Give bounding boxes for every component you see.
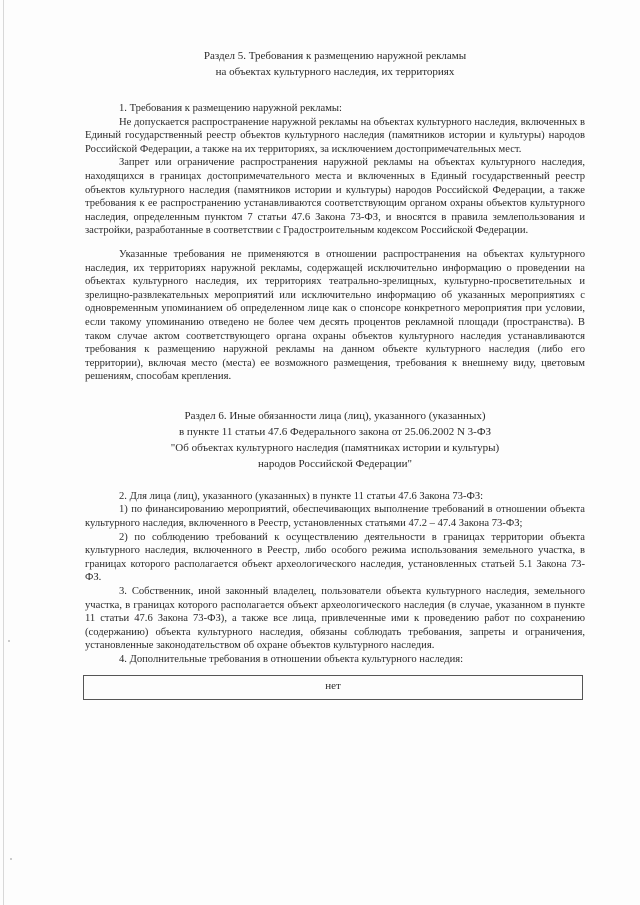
item4-answer-box bbox=[83, 675, 583, 700]
section6-item2-sub2: 2) по соблюдению требований к осуществлению деятельности в границах территории объекта культурного наследия, включенного в Реестр, либо особого режима использования земельного участка, в границах которого располагается объект археологического наследия, установленных статьей 5.1 Закона 73-ФЗ. bbox=[85, 531, 585, 584]
item4-answer-value: нет bbox=[325, 680, 341, 693]
section6-title-line4: народов Российской Федерации" bbox=[258, 457, 412, 470]
section5-title-line2: на объектах культурного наследия, их территориях bbox=[215, 66, 455, 78]
scan-edge-line bbox=[3, 0, 4, 905]
section5-paragraph-2: Запрет или ограничение распространения наружной рекламы на объектах культурного наследия, находящихся в границах достопримечательного места и включенных в Единый государственный реестр объектов культурного наследия (памятников истории и культуры) народов Российской Федерации, а также требования к ее распространению устанавливаются соответствующим органом охраны объектов культурного наследия, определенным пунктом 7 статьи 47.6 Закона 73-ФЗ, и вносятся в правила землепользования и застройки, разработанные в соответствии с Градостроительным кодексом Российской Федерации. bbox=[85, 157, 585, 237]
section6-title-line2: в пункте 11 статьи 47.6 Федерального закона от 25.06.2002 N 3-ФЗ bbox=[178, 425, 492, 438]
section6-title-line3: "Об объектах культурного наследия (памятниках истории и культуры) bbox=[170, 441, 500, 454]
section6-item4: 4. Дополнительные требования в отношении объекта культурного наследия: bbox=[119, 654, 464, 665]
scan-speck bbox=[8, 640, 10, 642]
section6-item3: 3. Собственник, иной законный владелец, пользователи объекта культурного наследия, земельного участка, в границах которого располагается объект археологического наследия (в случае, указанном в пункте 11 статьи 47.6 Закона 73-ФЗ), а также все лица, привлеченные ими к проведению работ по сохранению (содержанию) объекта культурного наследия, обязаны соблюдать требования, запреты и ограничения, установленные законодательством об охране объектов культурного наследия. bbox=[85, 586, 585, 652]
section5-item1-heading: 1. Требования к размещению наружной рекламы: bbox=[119, 103, 342, 114]
section6-item2-sub1: 1) по финансированию мероприятий, обеспечивающих выполнение требований в отношении объекта культурного наследия, включенного в Реестр, установленных статьями 47.2 – 47.4 Закона 73-ФЗ; bbox=[85, 504, 585, 530]
section5-paragraph-1: Не допускается распространение наружной рекламы на объектах культурного наследия, включенных в Единый государственный реестр объектов культурного наследия (памятников истории и культуры) народов Российской Федерации, а также на их территориях, за исключением достопримечательных мест. bbox=[85, 116, 585, 155]
section6-item2: 2. Для лица (лиц), указанного (указанных) в пункте 11 статьи 47.6 Закона 73-ФЗ: bbox=[119, 490, 484, 502]
section5-title-line1: Раздел 5. Требования к размещению наружной рекламы bbox=[203, 50, 467, 62]
section5-paragraph-3: Указанные требования не применяются в отношении распространения на объектах культурного наследия, их территориях наружной рекламы, содержащей исключительно информацию о проведении на объектах культурного наследия, их территориях театрально-зрелищных, культурно-просветительных и зрелищно-развлекательных мероприятий или исключительно информацию об указанных мероприятиях с одновременным упоминанием об определенном лице как о спонсоре конкретного мероприятия при условии, если такому упоминанию отведено не более чем десять процентов рекламной площади (пространства). В таком случае актом соответствующего органа охраны объектов культурного наследия устанавливаются требования к размещению наружной рекламы на данном объекте культурного наследия (либо его территории), включая место (места) ее возможного размещения, требования к внешнему виду, цветовым решениям, способам крепления. bbox=[85, 248, 585, 383]
scan-speck bbox=[10, 858, 12, 860]
document-content bbox=[85, 48, 585, 700]
section6-title-line1: Раздел 6. Иные обязанности лица (лиц), указанного (указанных) bbox=[184, 409, 486, 422]
